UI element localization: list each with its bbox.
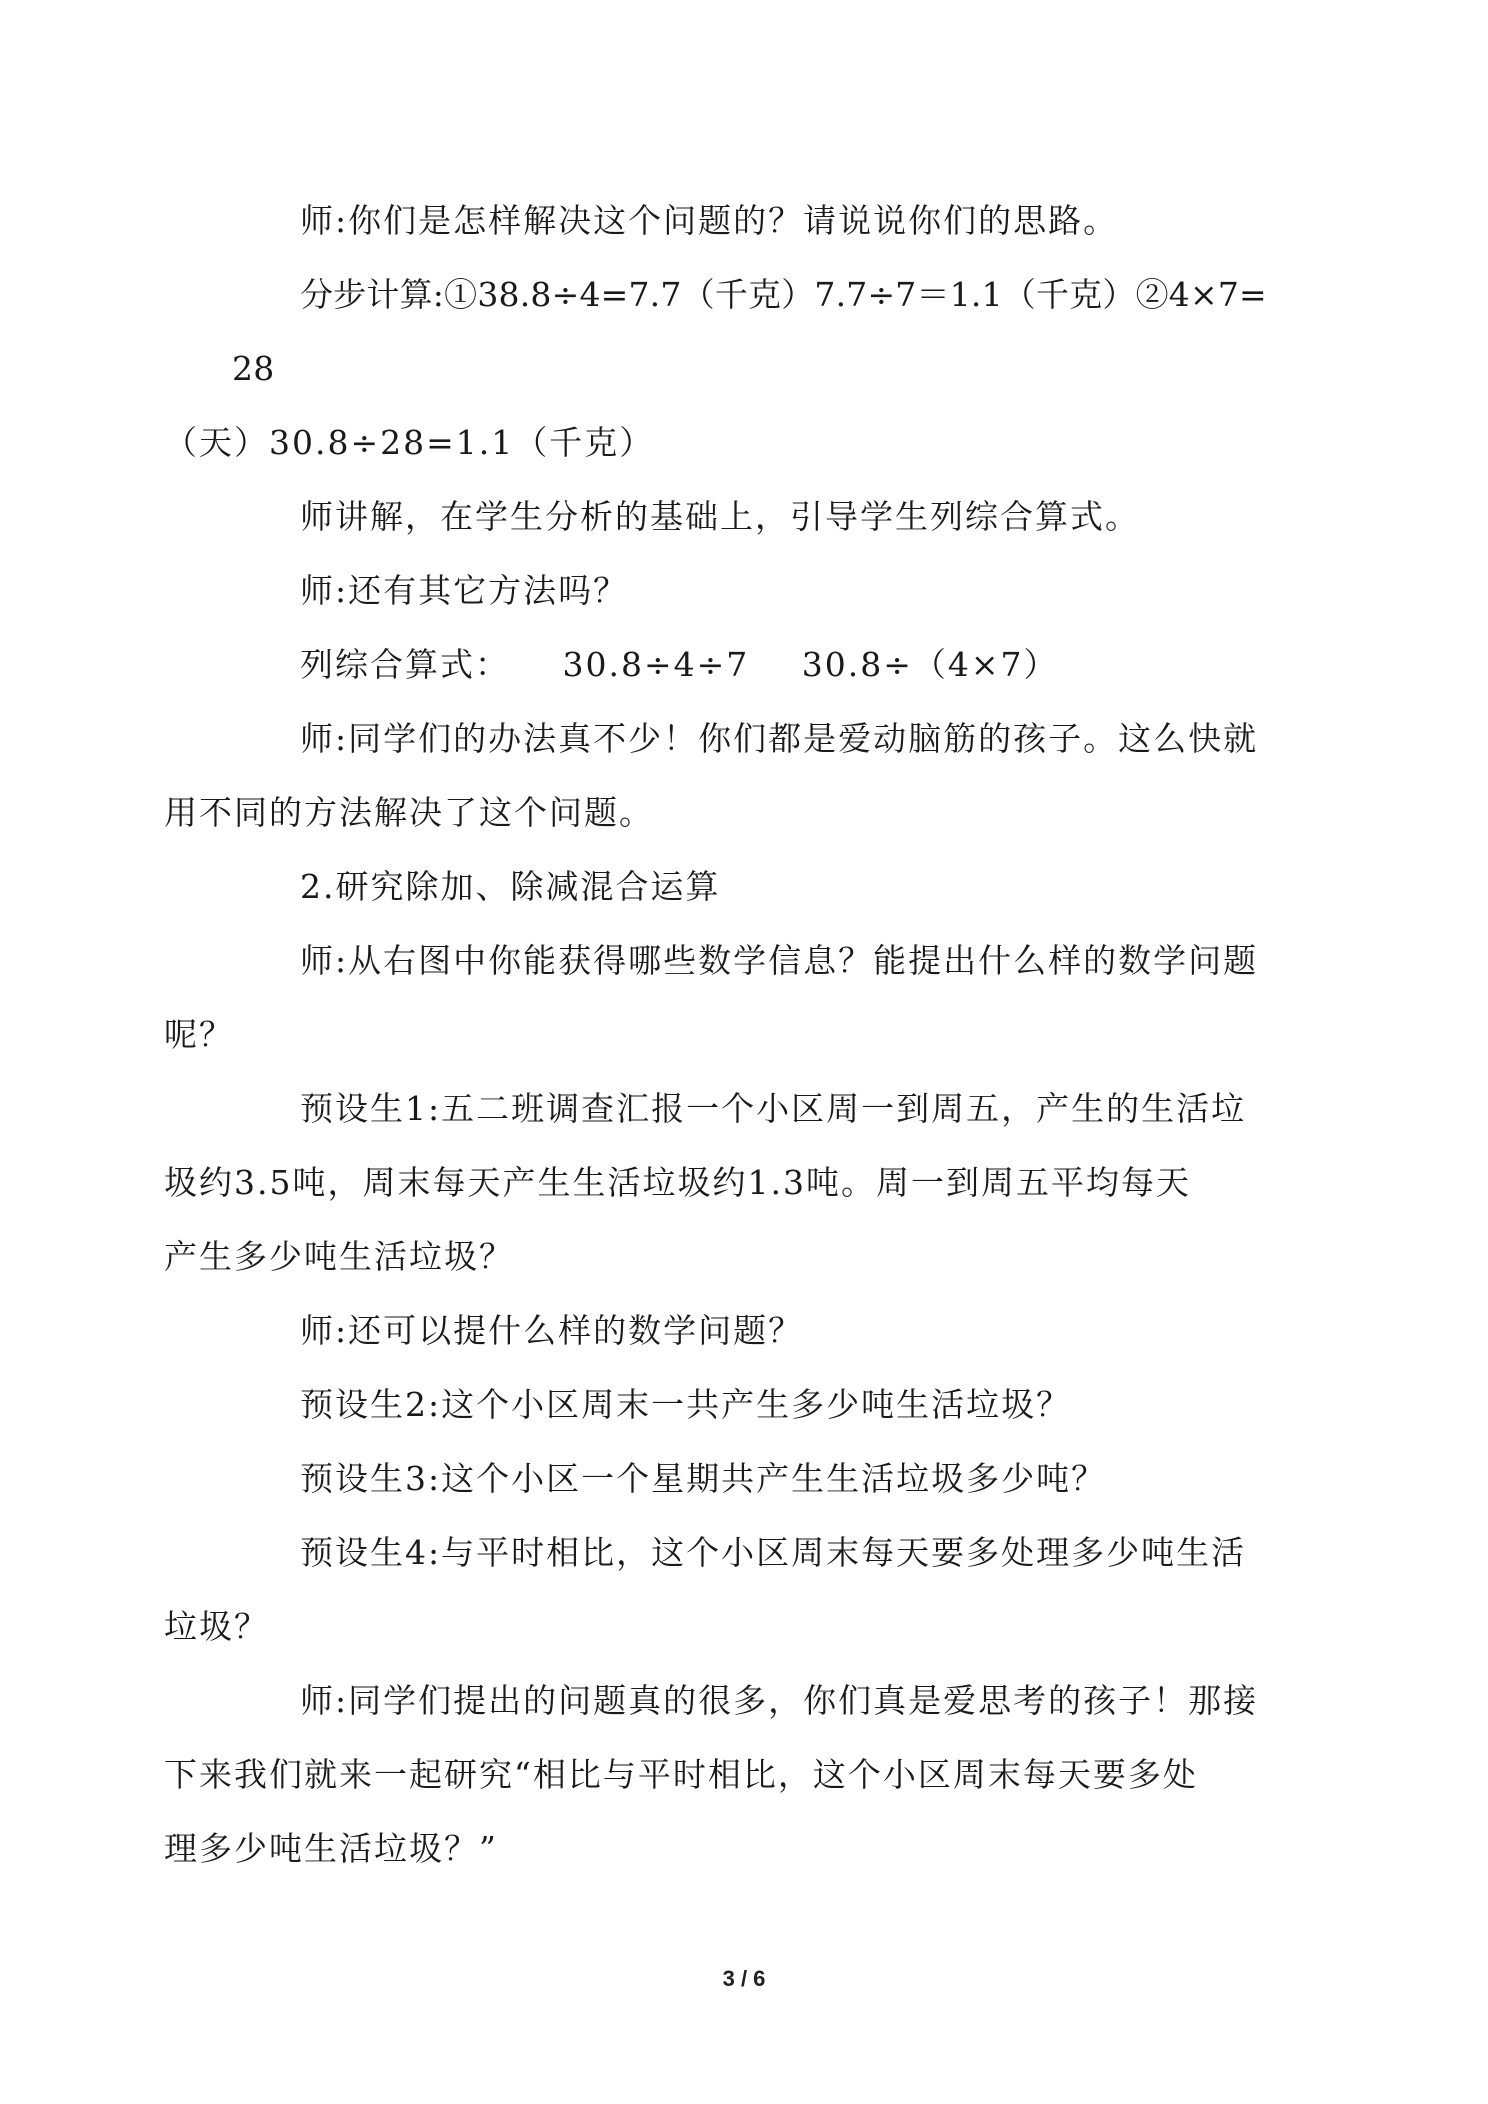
paragraph <box>232 628 1272 702</box>
paragraph <box>164 924 1272 1072</box>
paragraph <box>164 1072 1272 1294</box>
paragraph <box>232 184 1272 258</box>
paragraph <box>164 702 1272 850</box>
paragraph <box>232 554 1272 628</box>
paragraph <box>232 480 1272 554</box>
text-line: 下来我们就来一起研究“相比与平时相比，这个小区周末每天要多处 <box>164 1755 1198 1794</box>
text-line: 列综合算式： 30.8÷4÷7 30.8÷（4×7） <box>300 645 1059 684</box>
text-line: 圾约3.5吨，周末每天产生生活垃圾约1.3吨。周一到周五平均每天 <box>164 1163 1191 1202</box>
text-line: 师:你们是怎样解决这个问题的？请说说你们的思路。 <box>300 201 1119 240</box>
page-number: 3 / 6 <box>722 1966 766 1991</box>
paragraph <box>232 1294 1272 1368</box>
text-line: 用不同的方法解决了这个问题。 <box>164 793 654 832</box>
paragraph <box>164 1516 1272 1664</box>
paragraph <box>164 258 1272 480</box>
text-line: 分步计算:①38.8÷4=7.7（千克）7.7÷7＝1.1（千克）②4×7=28 <box>232 275 1267 388</box>
paragraph <box>164 1664 1272 1886</box>
text-line: 垃圾？ <box>164 1607 269 1646</box>
document-body <box>164 184 1272 1886</box>
text-line: （天）30.8÷28=1.1（千克） <box>164 423 655 462</box>
text-line: 呢？ <box>164 1015 234 1054</box>
text-line: 师:同学们的办法真不少！你们都是爱动脑筋的孩子。这么快就 <box>300 719 1259 758</box>
text-line: 师:同学们提出的问题真的很多，你们真是爱思考的孩子！那接 <box>300 1681 1259 1720</box>
text-line: 师:从右图中你能获得哪些数学信息？能提出什么样的数学问题 <box>300 941 1259 980</box>
text-line: 预设生4:与平时相比，这个小区周末每天要多处理多少吨生活 <box>300 1533 1247 1572</box>
text-line: 师讲解，在学生分析的基础上，引导学生列综合算式。 <box>300 497 1140 536</box>
text-line: 2.研究除加、除减混合运算 <box>300 867 721 906</box>
text-line: 预设生1:五二班调查汇报一个小区周一到周五，产生的生活垃 <box>300 1089 1247 1128</box>
text-line: 师:还有其它方法吗？ <box>300 571 629 610</box>
text-line: 产生多少吨生活垃圾？ <box>164 1237 514 1276</box>
paragraph <box>232 1368 1272 1442</box>
paragraph <box>232 850 1272 924</box>
text-line: 预设生3:这个小区一个星期共产生生活垃圾多少吨？ <box>300 1459 1107 1498</box>
text-line: 师:还可以提什么样的数学问题？ <box>300 1311 804 1350</box>
text-line: 预设生2:这个小区周末一共产生多少吨生活垃圾？ <box>300 1385 1072 1424</box>
text-line: 理多少吨生活垃圾？” <box>164 1829 498 1868</box>
paragraph <box>232 1442 1272 1516</box>
